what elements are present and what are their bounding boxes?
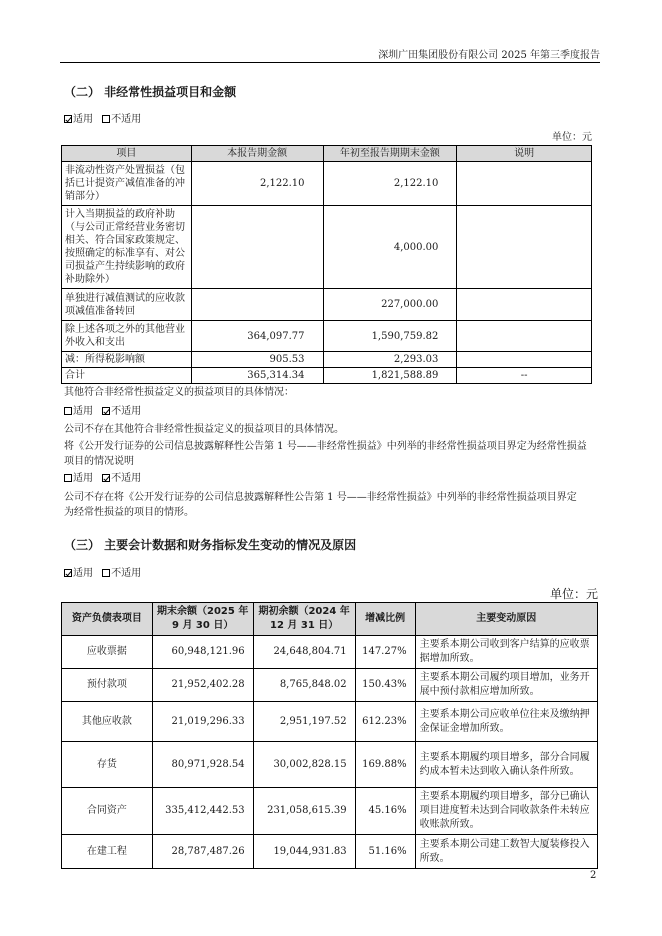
page-header: 深圳广田集团股份有限公司 2025 年第三季度报告 (378, 50, 600, 61)
row-change-ratio: 612.23% (355, 702, 415, 742)
other-items-title: 其他符合非经常性损益定义的损益项目的具体情况： (64, 387, 294, 398)
checkbox-empty-icon[interactable] (64, 407, 72, 415)
row-reason: 主要系本期公司收到客户结算的应收票据增加所致。 (415, 636, 597, 669)
row-reason: 主要系本期履约项目增多，部分已确认项目进度暂未达到合同收款条件未转应收账款所致。 (415, 788, 597, 835)
row-item: 应收票据 (62, 636, 153, 669)
table-row (62, 742, 598, 788)
col-header: 年初至报告期期末金额 (323, 146, 457, 162)
row-item: 预付款项 (62, 669, 153, 702)
checkbox-checked-icon[interactable] (64, 569, 72, 577)
row-note (457, 289, 592, 321)
row-change-ratio: 51.16% (355, 835, 415, 869)
reclass-title: 将《公开发行证券的公司信息披露解释性公告第 1 号——非经常性损益》中列举的非经常性损益项目界定为经常性损益项目的情况说明 (64, 441, 587, 467)
row-ytd: 2,293.03 (323, 352, 457, 368)
row-current: 2,122.10 (191, 162, 323, 206)
row-end-balance: 335,412,442.53 (152, 788, 253, 835)
changes-table (61, 602, 598, 869)
col-header: 资产负债表项目 (62, 603, 153, 636)
row-end-balance: 60,948,121.96 (152, 636, 253, 669)
table-header-row (62, 603, 598, 636)
row-change-ratio: 150.43% (355, 669, 415, 702)
checkbox-empty-icon[interactable] (102, 569, 110, 577)
applicability-options-3: 适用 不适用 (64, 472, 141, 485)
row-item: 合同资产 (62, 788, 153, 835)
row-begin-balance: 24,648,804.71 (253, 636, 355, 669)
row-begin-balance: 19,044,931.83 (253, 835, 355, 869)
section-heading-nonrecurring: （二） 非经常性损益项目和金额 (64, 85, 237, 99)
applicability-options-2: 适用 不适用 (64, 405, 141, 418)
table-row (62, 669, 598, 702)
table-row (62, 289, 592, 321)
col-header: 主要变动原因 (415, 603, 597, 636)
row-begin-balance: 30,002,828.15 (253, 742, 355, 788)
row-item: 存货 (62, 742, 153, 788)
row-change-ratio: 147.27% (355, 636, 415, 669)
row-note: -- (457, 368, 592, 384)
row-item: 计入当期损益的政府补助（与公司正常经营业务密切相关、符合国家政策规定、按照确定的标准享有、对公司损益产生持续影响的政府补助除外） (62, 206, 192, 289)
col-header: 期末余额（2025 年 9 月 30 日） (152, 603, 253, 636)
col-header: 说明 (457, 146, 592, 162)
header-divider (60, 62, 600, 63)
row-ytd: 227,000.00 (323, 289, 457, 321)
checkbox-checked-icon[interactable] (102, 474, 110, 482)
row-current: 905.53 (191, 352, 323, 368)
row-note (457, 162, 592, 206)
row-ytd: 1,590,759.82 (323, 321, 457, 352)
checkbox-empty-icon[interactable] (64, 474, 72, 482)
row-item: 其他应收款 (62, 702, 153, 742)
col-header: 项目 (62, 146, 192, 162)
row-begin-balance: 231,058,615.39 (253, 788, 355, 835)
unit-label-1: 单位：元 (552, 132, 592, 143)
row-item: 减：所得税影响额 (62, 352, 192, 368)
table-row (62, 321, 592, 352)
applicability-options-1: 适用 不适用 (64, 113, 141, 126)
row-change-ratio: 45.16% (355, 788, 415, 835)
col-header: 增减比例 (355, 603, 415, 636)
checkbox-empty-icon[interactable] (102, 115, 110, 123)
row-note (457, 352, 592, 368)
table-total-row (62, 368, 592, 384)
row-change-ratio: 169.88% (355, 742, 415, 788)
col-header: 期初余额（2024 年 12 月 31 日） (253, 603, 355, 636)
row-current: 365,314.34 (191, 368, 323, 384)
unit-label-2: 单位：元 (549, 587, 598, 601)
section-heading-changes: （三） 主要会计数据和财务指标发生变动的情况及原因 (64, 538, 357, 552)
table-row (62, 835, 598, 869)
other-items-text: 公司不存在其他符合非经常性损益定义的损益项目的具体情况。 (64, 424, 344, 435)
row-note (457, 321, 592, 352)
table-row (62, 162, 592, 206)
table-row (62, 352, 592, 368)
row-begin-balance: 8,765,848.02 (253, 669, 355, 702)
row-ytd: 1,821,588.89 (323, 368, 457, 384)
row-item: 非流动性资产处置损益（包括已计提资产减值准备的冲销部分） (62, 162, 192, 206)
row-item: 单独进行减值测试的应收款项减值准备转回 (62, 289, 192, 321)
row-item: 除上述各项之外的其他营业外收入和支出 (62, 321, 192, 352)
applicability-options-4: 适用 不适用 (64, 567, 141, 580)
reclass-text: 公司不存在将《公开发行证券的公司信息披露解释性公告第 1 号——非经常性损益》中列举的非经常性损益项目界定为经常性损益的项目的情形。 (64, 492, 577, 518)
table-row (62, 702, 598, 742)
row-reason: 主要系本期公司履约项目增加，业务开展中预付款相应增加所致。 (415, 669, 597, 702)
row-current: 364,097.77 (191, 321, 323, 352)
col-header: 本报告期金额 (191, 146, 323, 162)
row-end-balance: 80,971,928.54 (152, 742, 253, 788)
nonrecurring-table (61, 145, 592, 384)
page-number: 2 (590, 870, 597, 881)
row-current (191, 289, 323, 321)
row-item: 合计 (62, 368, 192, 384)
row-ytd: 2,122.10 (323, 162, 457, 206)
row-current (191, 206, 323, 289)
row-end-balance: 28,787,487.26 (152, 835, 253, 869)
table-row (62, 636, 598, 669)
row-reason: 主要系本期公司建工数智大厦装修投入所致。 (415, 835, 597, 869)
row-reason: 主要系本期公司应收单位往来及缴纳押金保证金增加所致。 (415, 702, 597, 742)
row-ytd: 4,000.00 (323, 206, 457, 289)
row-begin-balance: 2,951,197.52 (253, 702, 355, 742)
checkbox-checked-icon[interactable] (102, 407, 110, 415)
table-header-row (62, 146, 592, 162)
row-reason: 主要系本期履约项目增多，部分合同履约成本暂未达到收入确认条件所致。 (415, 742, 597, 788)
row-end-balance: 21,952,402.28 (152, 669, 253, 702)
row-note (457, 206, 592, 289)
checkbox-checked-icon[interactable] (64, 115, 72, 123)
row-end-balance: 21,019,296.33 (152, 702, 253, 742)
table-row (62, 206, 592, 289)
table-row (62, 788, 598, 835)
row-item: 在建工程 (62, 835, 153, 869)
